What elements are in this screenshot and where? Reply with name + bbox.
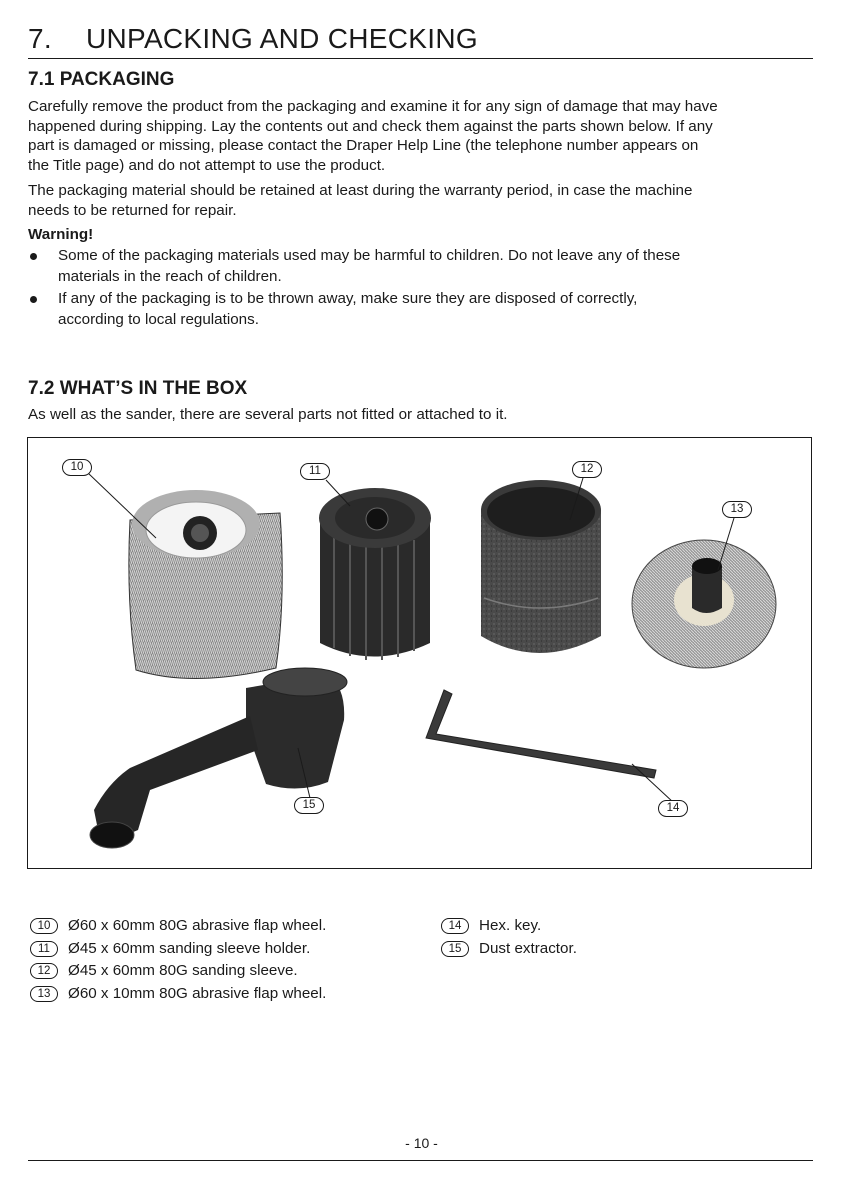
legend-item (441, 938, 577, 961)
paragraph-line: happened during shipping. Lay the contents out and check them against the parts shown below. If any (28, 117, 713, 135)
paragraph-line: Carefully remove the product from the packaging and examine it for any sign of damage that may have (28, 98, 718, 115)
legend-description: Dust extractor. (479, 939, 577, 957)
bullet-line: materials in the reach of children. (58, 267, 282, 285)
legend-description: Ø60 x 10mm 80G abrasive flap wheel. (68, 984, 327, 1002)
parts-legend-left (30, 915, 326, 1005)
box-intro: As well as the sander, there are several parts not fitted or attached to it. (28, 406, 508, 423)
paragraph-line: the Title page) and do not attempt to use the product. (28, 156, 386, 174)
legend-item (441, 915, 577, 938)
callout-12: 12 (572, 461, 602, 478)
bullet-line: Some of the packaging materials used may be harmful to children. Do not leave any of these (58, 247, 681, 264)
legend-number: 13 (30, 986, 58, 1002)
page-title (28, 20, 813, 59)
legend-number: 10 (30, 918, 58, 934)
page-number: - 10 - (405, 1135, 438, 1151)
packaging-paragraph-1 (28, 97, 818, 175)
packaging-paragraph-2 (28, 181, 818, 220)
legend-number: 11 (30, 941, 58, 957)
legend-description: Ø60 x 60mm 80G abrasive flap wheel. (68, 917, 327, 934)
legend-item (30, 960, 326, 983)
warning-label: Warning! (28, 226, 94, 243)
legend-item (30, 938, 326, 961)
legend-number: 15 (441, 941, 469, 957)
legend-number: 12 (30, 963, 58, 979)
bullet-line: If any of the packaging is to be thrown away, make sure they are disposed of correctly, (58, 290, 638, 307)
warning-bullet (28, 246, 818, 287)
legend-description: Ø45 x 60mm 80G sanding sleeve. (68, 962, 298, 979)
flap-wheel-small (632, 540, 776, 668)
footer-divider (28, 1160, 813, 1161)
parts-legend-right (441, 915, 577, 960)
bullet-dot-icon (30, 296, 37, 303)
callout-14: 14 (658, 800, 688, 817)
hex-key (426, 690, 656, 778)
bullet-line: according to local regulations. (58, 310, 259, 328)
parts-illustration (28, 438, 813, 870)
callout-10: 10 (62, 459, 92, 476)
legend-description: Hex. key. (479, 917, 542, 934)
paragraph-line: The packaging material should be retained at least during the warranty period, in case the machine (28, 182, 693, 199)
parts-figure (27, 437, 812, 869)
sleeve-holder (319, 488, 431, 660)
legend-number: 14 (441, 918, 469, 934)
paragraph-line: part is damaged or missing, please contact the Draper Help Line (the telephone number appears on (28, 137, 699, 155)
callout-11: 11 (300, 463, 330, 480)
dust-extractor (90, 668, 347, 848)
bullet-dot-icon (30, 253, 37, 260)
flap-wheel-large (129, 490, 282, 679)
packaging-heading: 7.1 PACKAGING (28, 69, 175, 90)
paragraph-line: needs to be returned for repair. (28, 201, 237, 219)
sanding-sleeve (481, 480, 601, 653)
legend-item (30, 915, 326, 938)
warning-bullet (28, 289, 818, 330)
callout-15: 15 (294, 797, 324, 814)
box-heading: 7.2 WHAT’S IN THE BOX (28, 378, 248, 399)
callout-13: 13 (722, 501, 752, 518)
section-title: UNPACKING AND CHECKING (86, 23, 478, 54)
legend-description: Ø45 x 60mm sanding sleeve holder. (68, 939, 311, 957)
legend-item (30, 983, 326, 1006)
section-number: 7. (28, 23, 52, 54)
